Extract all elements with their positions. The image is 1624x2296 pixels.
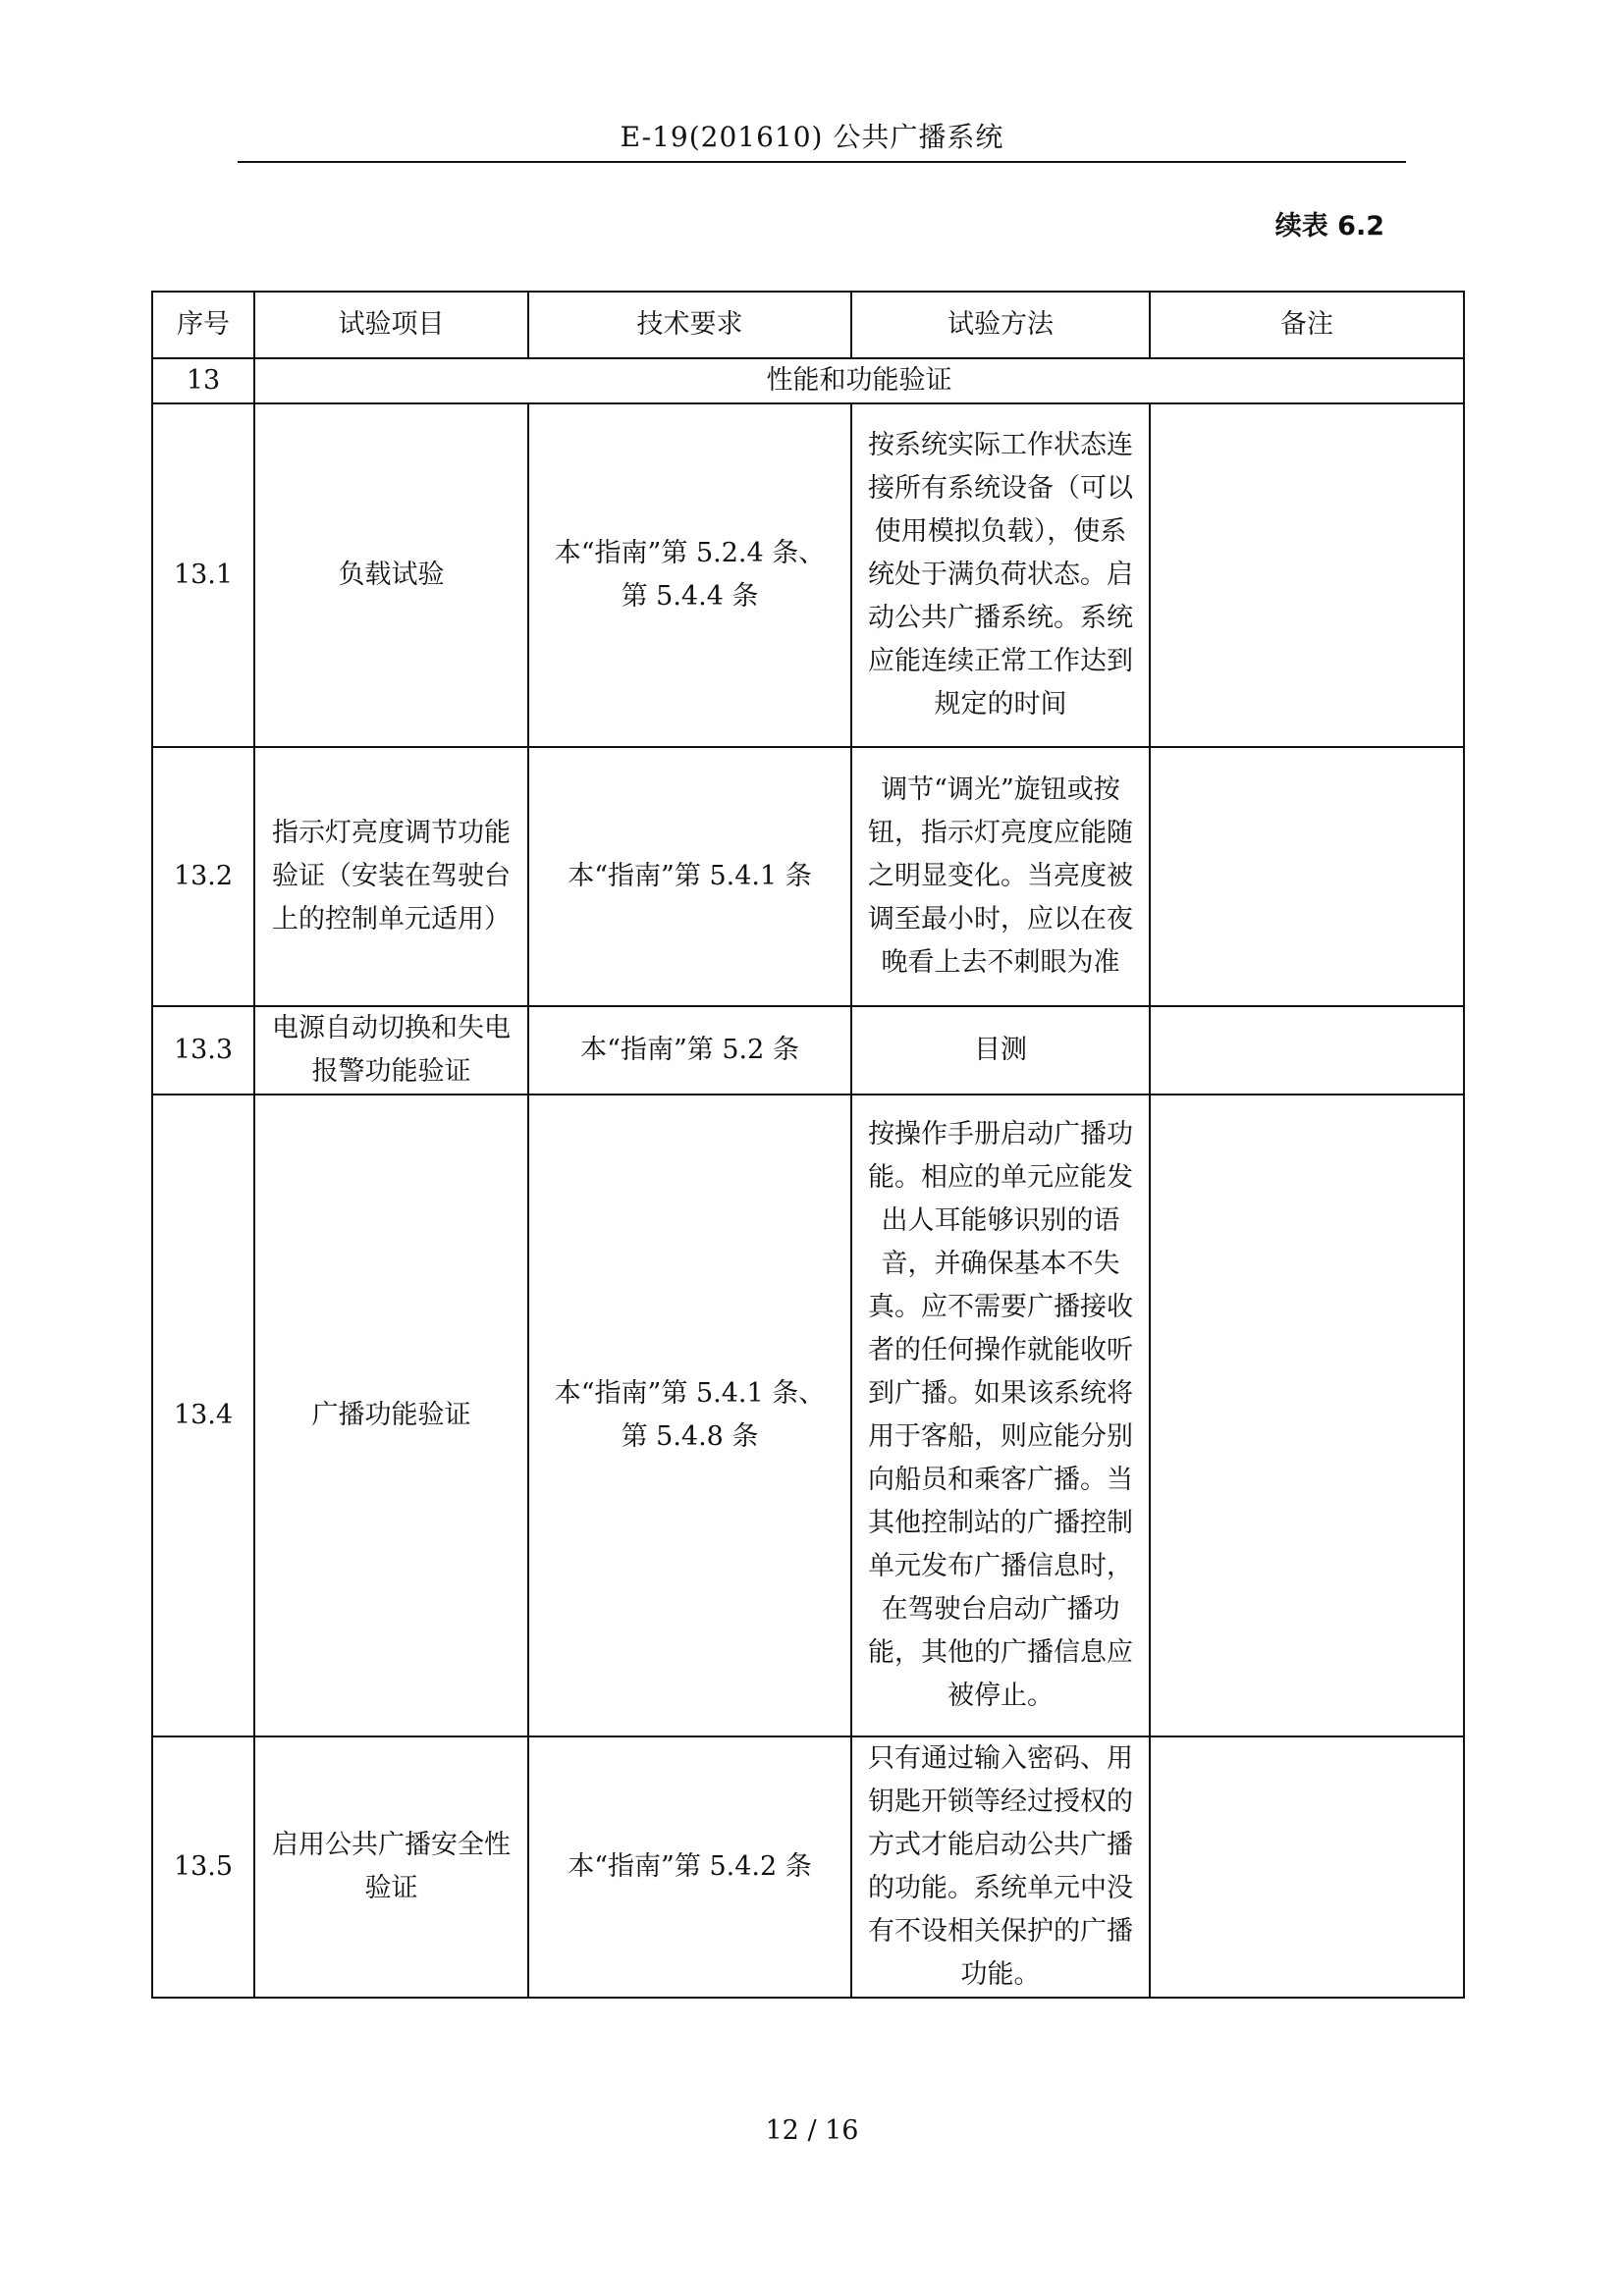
column-header-note: 备注 xyxy=(1150,292,1464,358)
column-header-no: 序号 xyxy=(152,292,254,358)
row-no: 13.5 xyxy=(152,1736,254,1998)
row-no: 13.2 xyxy=(152,747,254,1006)
row-no: 13.3 xyxy=(152,1006,254,1095)
column-header-requirement: 技术要求 xyxy=(528,292,851,358)
table-header-row xyxy=(152,292,1464,358)
section-row xyxy=(152,358,1464,403)
row-requirement: 本“指南”第 5.2.4 条、第 5.4.4 条 xyxy=(528,403,851,747)
row-no: 13.1 xyxy=(152,403,254,747)
header-title: E-19(201610) 公共广播系统 xyxy=(620,121,1004,153)
row-note xyxy=(1150,403,1464,747)
row-item: 广播功能验证 xyxy=(254,1095,528,1736)
column-header-method: 试验方法 xyxy=(851,292,1150,358)
row-requirement: 本“指南”第 5.2 条 xyxy=(528,1006,851,1095)
row-method: 调节“调光”旋钮或按钮，指示灯亮度应能随之明显变化。当亮度被调至最小时，应以在夜晚看上去不刺眼为准 xyxy=(851,747,1150,1006)
column-header-item: 试验项目 xyxy=(254,292,528,358)
row-no: 13.4 xyxy=(152,1095,254,1736)
row-item: 电源自动切换和失电报警功能验证 xyxy=(254,1006,528,1095)
section-no: 13 xyxy=(152,358,254,403)
row-requirement: 本“指南”第 5.4.1 条、第 5.4.8 条 xyxy=(528,1095,851,1736)
header-rule xyxy=(238,161,1406,163)
row-note xyxy=(1150,747,1464,1006)
row-note xyxy=(1150,1736,1464,1998)
row-item: 指示灯亮度调节功能验证（安装在驾驶台上的控制单元适用） xyxy=(254,747,528,1006)
row-method: 按操作手册启动广播功能。相应的单元应能发出人耳能够识别的语音，并确保基本不失真。应不需要广播接收者的任何操作就能收听到广播。如果该系统将用于客船，则应能分别向船员和乘客广播。当其他控制站的广播控制单元发布广播信息时，在驾驶台启动广播功能，其他的广播信息应被停止。 xyxy=(851,1095,1150,1736)
row-note xyxy=(1150,1095,1464,1736)
table-row xyxy=(152,403,1464,747)
table-row xyxy=(152,1006,1464,1095)
row-requirement: 本“指南”第 5.4.1 条 xyxy=(528,747,851,1006)
test-spec-table xyxy=(151,291,1465,1999)
row-item: 负载试验 xyxy=(254,403,528,747)
row-method: 按系统实际工作状态连接所有系统设备（可以使用模拟负载），使系统处于满负荷状态。启动公共广播系统。系统应能连续正常工作达到规定的时间 xyxy=(851,403,1150,747)
row-method: 目测 xyxy=(851,1006,1150,1095)
table-row xyxy=(152,1095,1464,1736)
row-note xyxy=(1150,1006,1464,1095)
row-requirement: 本“指南”第 5.4.2 条 xyxy=(528,1736,851,1998)
table-row xyxy=(152,747,1464,1006)
page-number: 12 / 16 xyxy=(765,2115,859,2146)
row-item: 启用公共广播安全性验证 xyxy=(254,1736,528,1998)
row-method: 只有通过输入密码、用钥匙开锁等经过授权的方式才能启动公共广播的功能。系统单元中没有不设相关保护的广播功能。 xyxy=(851,1736,1150,1998)
table-caption: 续表 6.2 xyxy=(1274,211,1384,241)
section-title: 性能和功能验证 xyxy=(254,358,1464,403)
table-row xyxy=(152,1736,1464,1998)
